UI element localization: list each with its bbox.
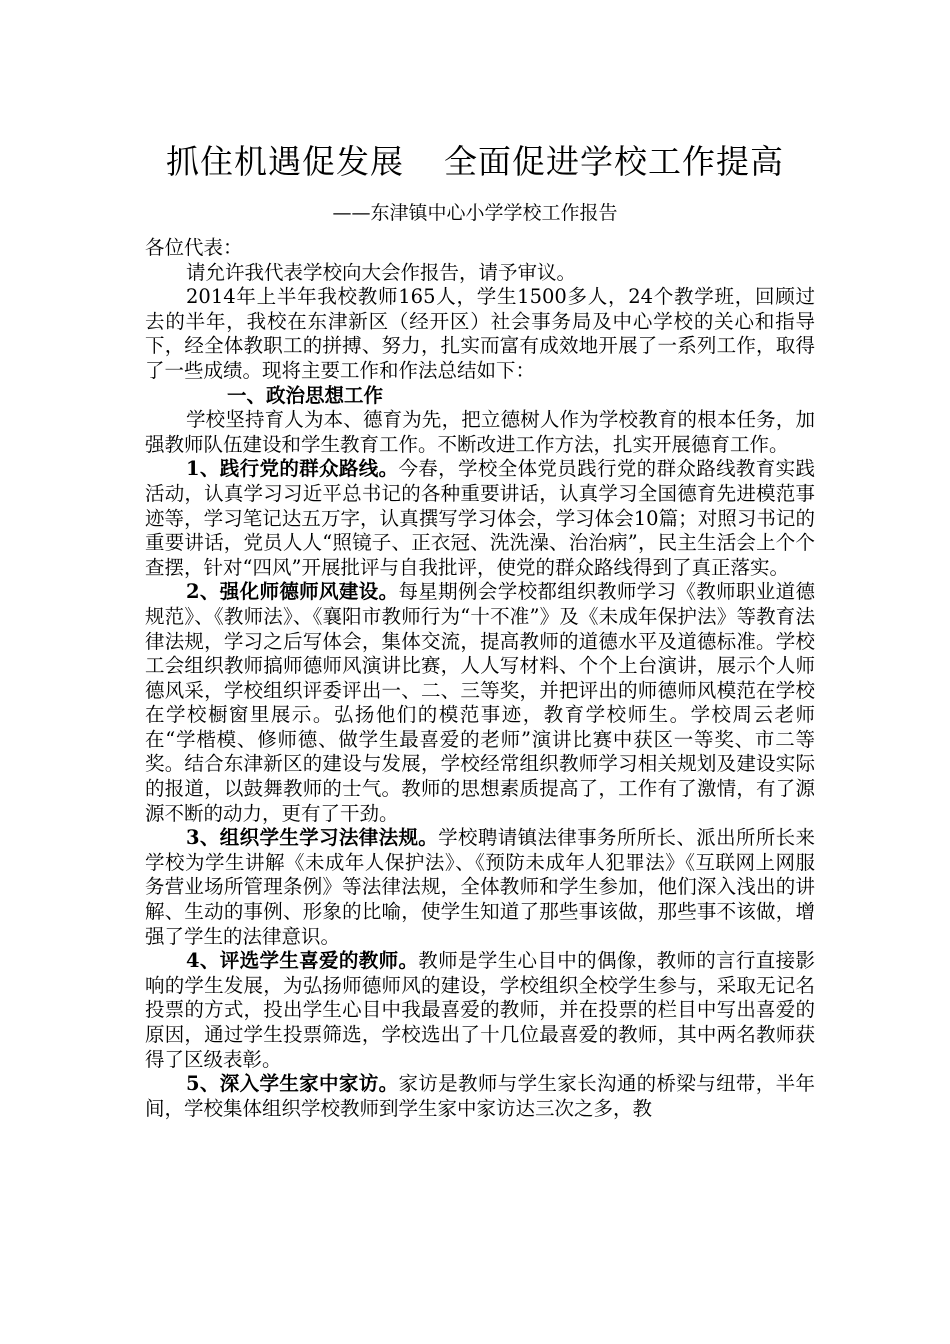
item-paragraph	[145, 826, 815, 949]
item-text: 家访是教师与学生家长沟通的桥梁与纽带，半年间，学校集体组织学校教师到学生家中家访达三次之多，教	[145, 1072, 815, 1120]
item-text: 今春，学校全体党员践行党的群众路线教育实践活动，认真学习习近平总书记的各种重要讲话，认真学习全国德育先进模范事迹等，学习笔记达五万字，认真撰写学习体会，学习体会10篇；对照习书记的重要讲话，党员人人“照镜子、正衣冠、洗洗澡、治治病”，民主生活会上个个查摆，针对“四风”开展批评与自我批评，使党的群众路线得到了真正落实。	[145, 457, 815, 579]
item-paragraph	[145, 580, 815, 826]
item-lead: 1、践行党的群众路线。	[186, 457, 399, 481]
item-paragraph	[145, 949, 815, 1072]
title-part-1: 抓住机遇促发展	[166, 142, 404, 181]
page-title	[0, 140, 950, 184]
item-lead: 4、评选学生喜爱的教师。	[186, 949, 419, 973]
item-lead: 2、强化师德师风建设。	[186, 580, 399, 604]
item-text: 每星期例会学校都组织教师学习《教师职业道德规范》、《教师法》、《襄阳市教师行为“十不准”》及《未成年保护法》等教育法律法规，学习之后写体会，集体交流，提高教师的道德水平及道德标准。学校工会组织教师搞师德师风演讲比赛，人人写材料、个个上台演讲，展示个人师德风采，学校组织评委评出一、二、三等奖，并把评出的师德师风模范在学校在学校橱窗里展示。弘扬他们的模范事迹，教育学校师生。学校周云老师在“学楷模、修师德、做学生最喜爱的老师”演讲比赛中获区一等奖、市二等奖。结合东津新区的建设与发展，学校经常组织教师学习相关规划及建设实际的报道，以鼓舞教师的士气。教师的思想素质提高了，工作有了激情，有了源源不断的动力，更有了干劲。	[145, 580, 815, 825]
section-intro: 学校坚持育人为本、德育为先，把立德树人作为学校教育的根本任务，加强教师队伍建设和学生教育工作。不断改进工作方法，扎实开展德育工作。	[145, 408, 815, 456]
item-paragraph	[145, 1072, 815, 1121]
salutation: 各位代表：	[145, 236, 243, 259]
intro-paragraph-1: 请允许我代表学校向大会作报告，请予审议。	[186, 260, 577, 284]
intro-paragraph-2: 2014年上半年我校教师165人，学生1500多人，24个教学班，回顾过去的半年，我校在东津新区（经开区）社会事务局及中心学校的关心和指导下，经全体教职工的拼搏、努力，扎实而富有成效地开展了一系列工作，取得了一些成绩。现将主要工作和作法总结如下：	[145, 285, 815, 382]
section-heading: 一、政治思想工作	[227, 383, 384, 407]
item-lead: 3、组织学生学习法律法规。	[186, 826, 439, 850]
title-part-2: 全面促进学校工作提高	[444, 142, 784, 181]
item-text: 教师是学生心目中的偶像，教师的言行直接影响的学生发展，为弘扬师德师风的建设，学校组织全校学生参与，采取无记名投票的方式，投出学生心目中我最喜爱的教师，并在投票的栏目中写出喜爱的原因，通过学生投票筛选，学校选出了十几位最喜爱的教师，其中两名教师获得了区级表彰。	[145, 949, 815, 1071]
page-subtitle: ——东津镇中心小学学校工作报告	[332, 202, 618, 224]
item-lead: 5、深入学生家中家访。	[186, 1072, 399, 1096]
item-text: 学校聘请镇法律事务所所长、派出所所长来学校为学生讲解《未成年人保护法》、《预防未成年人犯罪法》《互联网上网服务营业场所管理条例》等法律法规，全体教师和学生参加，他们深入浅出的讲解、生动的事例、形象的比喻，使学生知道了那些事该做，那些事不该做，增强了学生的法律意识。	[145, 826, 815, 948]
item-paragraph	[145, 457, 815, 580]
report-body	[145, 236, 815, 1121]
